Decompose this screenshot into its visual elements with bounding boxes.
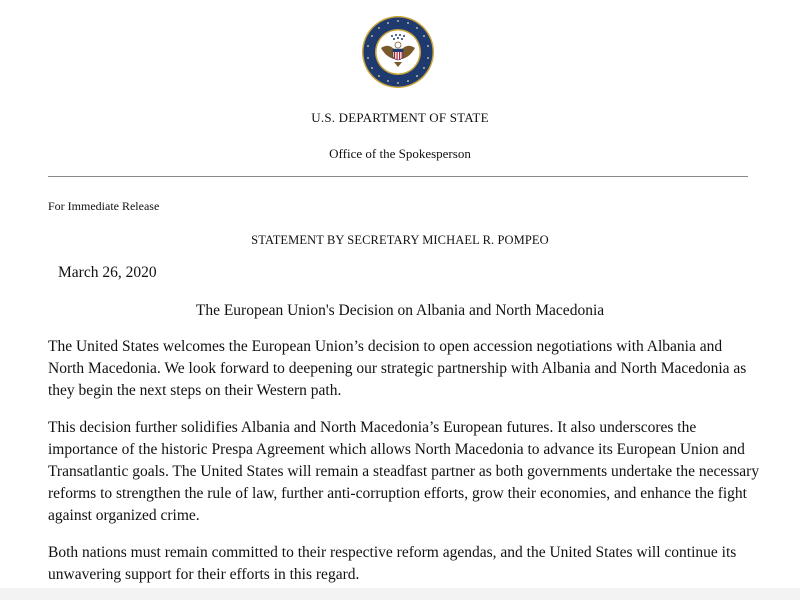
office-name: Office of the Spokesperson bbox=[329, 146, 471, 161]
department-name: U.S. DEPARTMENT OF STATE bbox=[311, 110, 489, 125]
bottom-edge bbox=[0, 588, 800, 600]
statement-date: March 26, 2020 bbox=[58, 264, 157, 281]
statement-headline: The European Union's Decision on Albania and North Macedonia bbox=[195, 302, 605, 319]
header-divider bbox=[48, 176, 748, 177]
department-of-state-seal-icon bbox=[361, 15, 435, 89]
statement-title: STATEMENT BY SECRETARY MICHAEL R. POMPEO bbox=[251, 233, 549, 247]
paragraph-2: This decision further solidifies Albania and North Macedonia’s European futures. It also underscores the importance of the historic Prespa Agreement which allows North Macedonia to advance its European Union and Transatlantic goals. The United States will remain a steadfast partner as both governments undertake the necessary reforms to strengthen the rule of law, further anti-corruption efforts, grow their economies, and enhance the fight against organized crime. bbox=[48, 419, 760, 524]
paragraph-3: Both nations must remain committed to their respective reform agendas, and the United States will continue its unwavering support for their efforts in this regard. bbox=[48, 544, 737, 583]
paragraph-1: The United States welcomes the European Union’s decision to open accession negotiations with Albania and North Macedonia. We look forward to deepening our strategic partnership with Albania and North Macedonia as they begin the next steps on their Western path. bbox=[48, 338, 747, 399]
release-line: For Immediate Release bbox=[48, 199, 160, 213]
statement-body bbox=[48, 336, 760, 601]
